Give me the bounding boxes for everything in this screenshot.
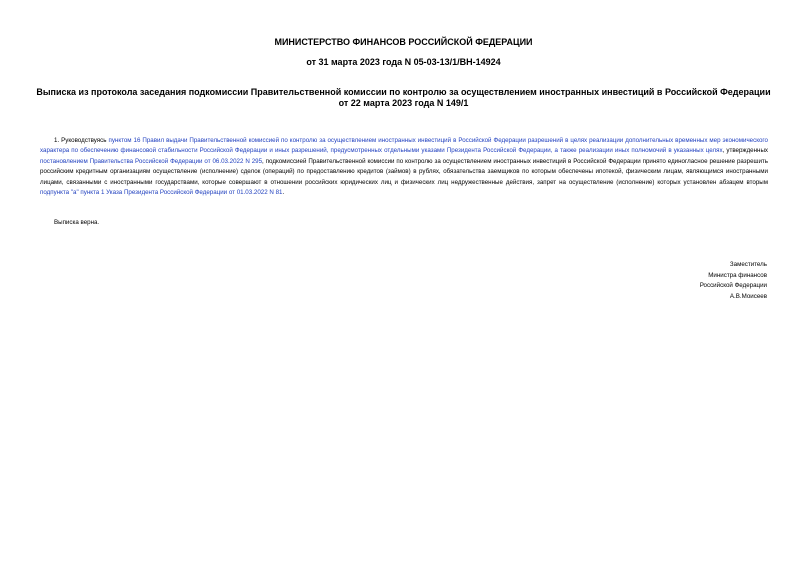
closing-statement: Выписка верна.	[54, 219, 100, 226]
paragraph-text-end: .	[282, 189, 285, 197]
rules-link[interactable]: пунктом 16 Правил выдачи Правительственной комиссией по контролю за осуществлением иностранных инвестиций в Российской Федерации разрешений в целях реализации дополнительных временных мер экономического характера по обеспечению финансовой стабильности Российской Федерации и иных разрешений, предусмотренных отдельными указами Президента Российской Федерации, а также реализации иных полномочий в указанных целях	[40, 137, 768, 155]
paragraph-text-mid2: , подкомиссией Правительственной комиссии по контролю за осуществлением иностранных инвестиций в Российской Федерации принято единогласное решение разрешить российским кредитным организациям осуществление (исполнение) сделок (операций) по предоставлению кредитов (займов) в рублях, обязательства заемщиков по которым обеспечены ипотекой, физическим лицам, являющимся иностранными лицами, связанными с иностранными государствами, которые совершают в отношении российских юридических лиц и физических лиц недружественные действия, запрет на осуществление (исполнение) которых установлен абзацем вторым	[40, 157, 768, 186]
signature-block	[700, 260, 767, 302]
signatory-name: А.В.Моисеев	[729, 292, 767, 300]
paragraph-text-start: 1. Руководствуясь	[54, 137, 109, 144]
body-paragraph	[40, 136, 768, 198]
presidential-decree-link[interactable]: подпункта "а" пункта 1 Указа Президента Российской Федерации от 01.03.2022 N 81	[40, 189, 283, 197]
document-title: Выписка из протокола заседания подкомиссии Правительственной комиссии по контролю за осуществлением иностранных инвестиций в Российской Федерации	[36, 87, 771, 97]
signature-line: Министра финансов	[708, 271, 767, 279]
document-title-date: от 22 марта 2023 года N 149/1	[338, 98, 469, 108]
decree-link[interactable]: постановлением Правительства Российской Федерации от 06.03.2022 N 295	[40, 157, 263, 165]
signature-line: Заместитель	[729, 261, 767, 268]
ministry-heading: МИНИСТЕРСТВО ФИНАНСОВ РОССИЙСКОЙ ФЕДЕРАЦИИ	[274, 37, 533, 47]
paragraph-text-mid1: , утвержденных	[722, 147, 768, 155]
signature-line: Российской Федерации	[699, 282, 767, 290]
document-number: от 31 марта 2023 года N 05-03-13/1/ВН-14924	[306, 57, 501, 67]
